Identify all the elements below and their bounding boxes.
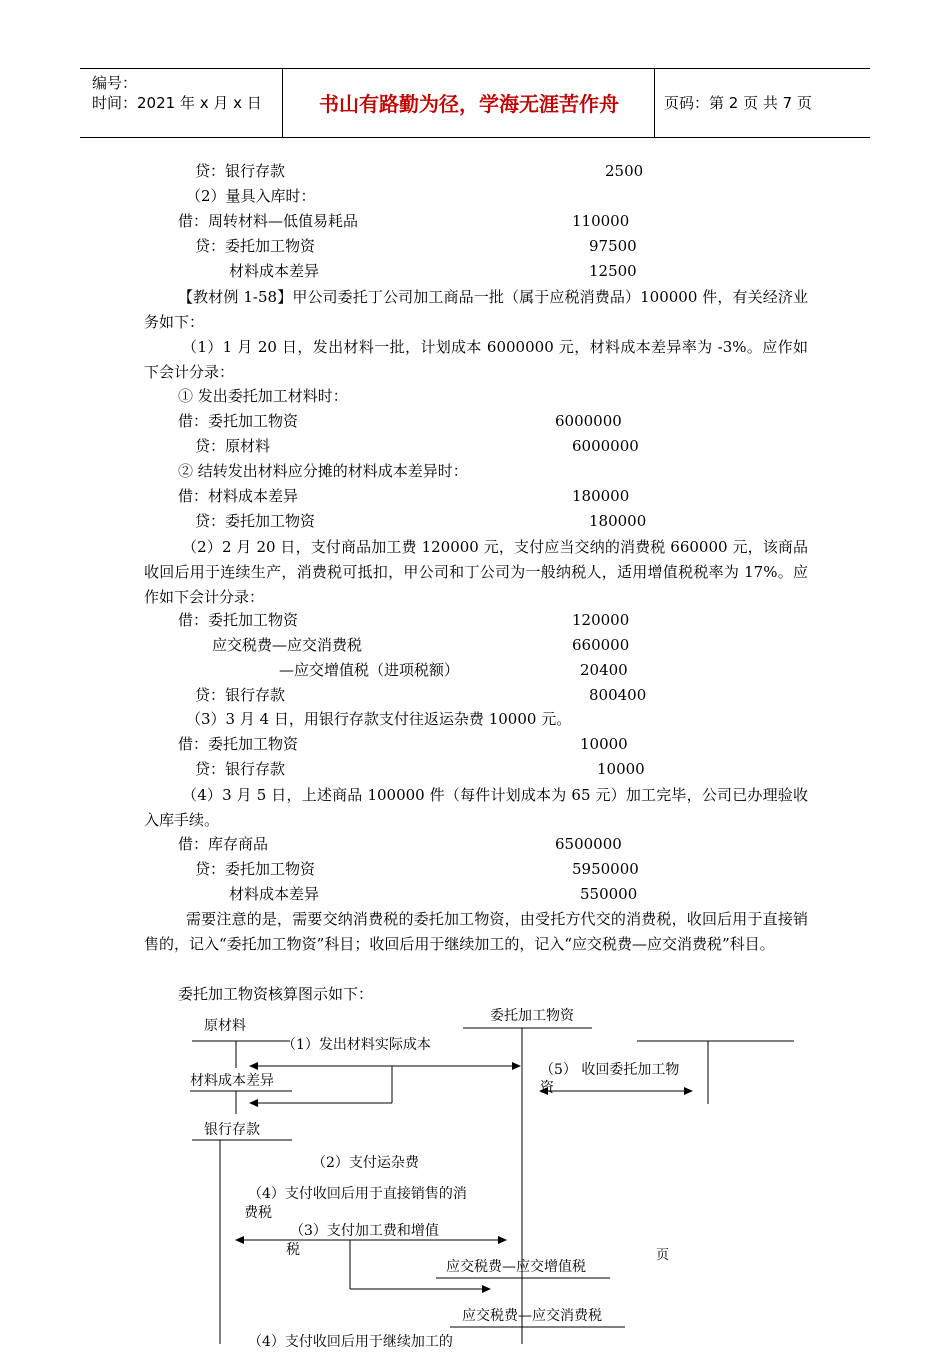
journal-amount: 10000 (597, 760, 645, 778)
journal-amount: 5950000 (572, 860, 639, 878)
date-label: 时间：2021 年 x 月 x 日 (92, 94, 262, 112)
flow-label-3a: （3）支付加工费和增值 (290, 1223, 439, 1239)
journal-amount: 550000 (580, 885, 638, 903)
journal-text: 应交税费—应交消费税 (212, 636, 363, 654)
flow-label-3b: 税 (286, 1242, 300, 1258)
entry-amount: 110000 (572, 212, 630, 230)
diagram-caption: 委托加工物资核算图示如下： (178, 985, 374, 1003)
account-bank: 银行存款 (204, 1122, 260, 1138)
journal-text: 贷：原材料 (195, 437, 271, 455)
journal-text: 借：材料成本差异 (178, 487, 299, 505)
account-vat: 应交税费—应交增值税 (446, 1259, 586, 1275)
journal-text: —应交增值税（进项税额） (279, 661, 460, 679)
page-header (80, 68, 870, 138)
journal-amount: 180000 (589, 512, 647, 530)
account-processing: 委托加工物资 (490, 1008, 574, 1024)
journal-amount: 120000 (572, 611, 630, 629)
example-step1a: ① 发出委托加工材料时： (178, 387, 348, 405)
entry-text: （2）量具入库时： (186, 187, 316, 205)
journal-amount: 10000 (580, 735, 628, 753)
journal-text: 借：委托加工物资 (178, 735, 299, 753)
journal-text: 借：库存商品 (178, 835, 269, 853)
journal-text: 贷：银行存款 (195, 760, 286, 778)
example-intro: 【教材例 1-58】甲公司委托丁公司加工商品一批（属于应税消费品）100000 件，有关经济业务如下： (144, 288, 808, 331)
example-step1b: ② 结转发出材料应分摊的材料成本差异时： (178, 462, 468, 480)
account-consumption-tax: 应交税费—应交消费税 (462, 1308, 602, 1324)
journal-amount: 800400 (589, 686, 647, 704)
entry-text: 贷：银行存款 (195, 162, 286, 180)
flow-label-5a: （5） 收回委托加工物 (540, 1062, 680, 1078)
flow-label-4a: （4）支付收回后用于直接销售的消 (248, 1186, 467, 1202)
journal-text: 贷：银行存款 (195, 686, 286, 704)
header-divider (282, 69, 283, 137)
journal-text: 贷：委托加工物资 (195, 512, 316, 530)
flow-label-5b: 资 (540, 1080, 554, 1096)
example-step3: （3）3 月 4 日，用银行存款支付往返运杂费 10000 元。 (186, 710, 572, 728)
entry-amount: 12500 (589, 262, 637, 280)
entry-text: 贷：委托加工物资 (195, 237, 316, 255)
page-info: 页码：第 2 页 共 7 页 (664, 94, 812, 112)
note-paragraph: 需要注意的是，需要交纳消费税的委托加工物资，由受托方代交的消费税，收回后用于直接销售的，记入“委托加工物资”科目；收回后用于继续加工的，记入“应交税费—应交消费税”科目。 (144, 910, 808, 953)
number-label: 编号： (92, 74, 138, 92)
flow-label-4b: 费税 (244, 1205, 272, 1221)
entry-text: 材料成本差异 (229, 262, 320, 280)
stray-page-mark: 页 (656, 1248, 670, 1263)
flow-label-1: （1）发出材料实际成本 (282, 1037, 431, 1053)
journal-amount: 6000000 (555, 412, 622, 430)
account-cost-variance: 材料成本差异 (190, 1073, 274, 1089)
journal-text: 借：委托加工物资 (178, 412, 299, 430)
header-meta (92, 73, 262, 113)
flow-label-6: （4）支付收回后用于继续加工的 (248, 1334, 453, 1350)
account-raw-material: 原材料 (204, 1018, 246, 1034)
entry-amount: 97500 (589, 237, 637, 255)
header-motto: 书山有路勤为径，学海无涯苦作舟 (319, 92, 619, 116)
journal-amount: 6500000 (555, 835, 622, 853)
journal-text: 贷：委托加工物资 (195, 860, 316, 878)
example-step4: （4）3 月 5 日，上述商品 100000 件（每件计划成本为 65 元）加工完毕，公司已办理验收入库手续。 (144, 786, 808, 829)
journal-amount: 180000 (572, 487, 630, 505)
entry-text: 借：周转材料—低值易耗品 (178, 212, 359, 230)
journal-amount: 20400 (580, 661, 628, 679)
example-step2: （2）2 月 20 日，支付商品加工费 120000 元，支付应当交纳的消费税 660000 元，该商品收回后用于连续生产，消费税可抵扣，甲公司和丁公司为一般纳税人，适用增值税税率为 17%。应作如下会计分录： (144, 538, 808, 606)
journal-text: 材料成本差异 (229, 885, 320, 903)
journal-amount: 660000 (572, 636, 630, 654)
entry-amount: 2500 (605, 162, 644, 180)
example-step1: （1）1 月 20 日，发出材料一批，计划成本 6000000 元，材料成本差异率为 -3%。应作如下会计分录： (144, 338, 808, 381)
flow-label-2: （2）支付运杂费 (312, 1155, 419, 1171)
header-divider (654, 69, 655, 137)
journal-amount: 6000000 (572, 437, 639, 455)
journal-text: 借：委托加工物资 (178, 611, 299, 629)
